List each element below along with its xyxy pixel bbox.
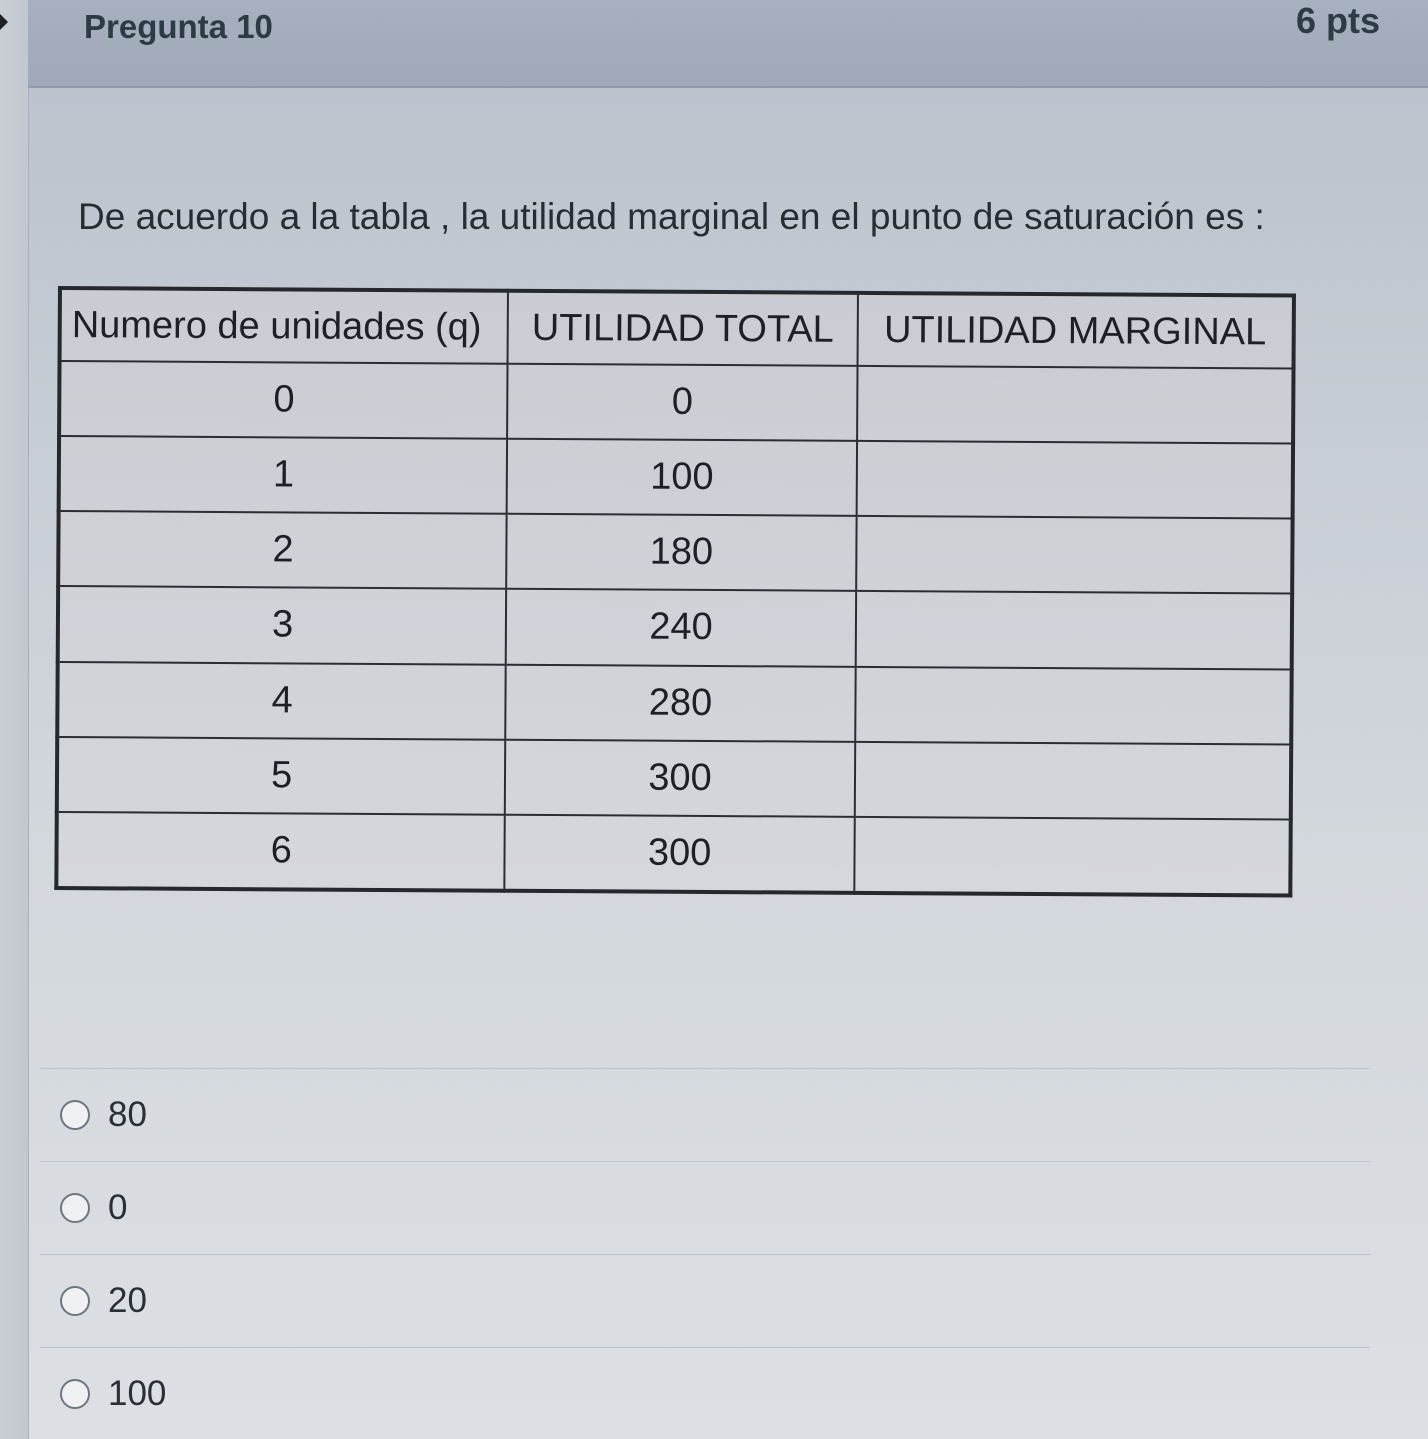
cell-total: 100: [507, 439, 857, 516]
question-points: 6 pts: [1295, 0, 1380, 41]
table-row: [56, 812, 1290, 896]
table-header-row: [60, 288, 1294, 369]
cell-marginal: [857, 366, 1294, 444]
cell-marginal: [855, 742, 1292, 820]
cell-total: 240: [506, 589, 856, 666]
header-units: Numero de unidades (q): [60, 288, 509, 364]
radio-button[interactable]: [60, 1193, 90, 1223]
cell-units: 5: [57, 737, 506, 815]
table-row: [57, 737, 1291, 820]
radio-button[interactable]: [60, 1100, 90, 1130]
header-marginal-utility: UTILIDAD MARGINAL: [857, 293, 1294, 369]
cell-marginal: [855, 666, 1292, 744]
answer-option[interactable]: [40, 1254, 1370, 1347]
table-row: [59, 361, 1293, 444]
answer-label: 80: [108, 1095, 147, 1134]
cell-marginal: [856, 441, 1293, 519]
question-title: Pregunta 10: [84, 8, 273, 45]
cell-total: 0: [507, 364, 857, 441]
table-row: [59, 436, 1293, 519]
cell-total: 300: [505, 815, 855, 893]
utility-table: [54, 286, 1296, 898]
table-row: [57, 662, 1291, 745]
left-margin: [0, 0, 29, 1439]
answer-option[interactable]: [40, 1161, 1370, 1254]
cell-units: 4: [57, 662, 506, 740]
answer-list: [40, 1068, 1370, 1439]
cell-marginal: [854, 817, 1291, 896]
table-row: [58, 586, 1292, 669]
answer-option[interactable]: [40, 1347, 1370, 1439]
cell-units: 2: [58, 511, 507, 589]
cell-total: 280: [506, 664, 856, 741]
data-table-wrapper: [54, 286, 1296, 898]
cell-total: 180: [507, 514, 857, 591]
table-row: [58, 511, 1292, 594]
answer-label: 100: [108, 1374, 167, 1413]
question-header: [28, 0, 1428, 88]
radio-button[interactable]: [60, 1286, 90, 1316]
cell-units: 6: [56, 812, 505, 891]
radio-button[interactable]: [60, 1379, 90, 1409]
cell-total: 300: [505, 739, 855, 816]
question-text: De acuerdo a la tabla , la utilidad marginal en el punto de saturación es :: [78, 196, 1265, 237]
cell-units: 1: [59, 436, 508, 514]
cell-units: 3: [58, 586, 507, 664]
header-total-utility: UTILIDAD TOTAL: [508, 291, 858, 366]
answer-option[interactable]: [40, 1068, 1370, 1161]
collapse-caret-icon[interactable]: [0, 14, 8, 30]
cell-units: 0: [59, 361, 508, 439]
answer-label: 0: [108, 1188, 128, 1227]
cell-marginal: [855, 591, 1292, 669]
cell-marginal: [856, 516, 1293, 594]
answer-label: 20: [108, 1281, 147, 1320]
